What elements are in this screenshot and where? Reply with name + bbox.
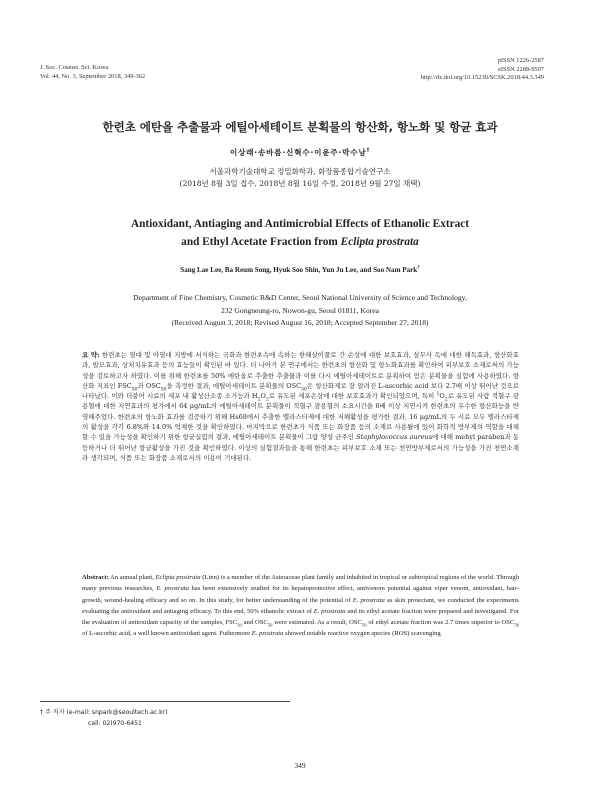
author-list-en: Sang Lae Lee, Ba Reum Song, Hyuk Soo Shin, Yun Ju Lee, and Soo Nam Park xyxy=(180,266,418,274)
fsc-subscript: 50 xyxy=(131,387,138,393)
subscript-50: 50 xyxy=(267,622,273,628)
abstract-en-text: has been extensively studied for its hepatoprotective effect, antivenom potential against viper venom, antioxidant, hair-growth, wound-healing efficacy and so on. In this study, for better understanding of the potential of xyxy=(82,585,519,604)
affiliation-english xyxy=(0,292,600,330)
abstract-ko-text: 을 측정한 결과, 에틸아세테이트 분획물의 OSC xyxy=(166,381,302,390)
affiliation-ko-line1: 서울과학기술대학교 정밀화학과, 화장품종합기술연구소 xyxy=(209,167,391,176)
species-name: Staphylococcus aureus xyxy=(356,433,433,442)
abstract-ko-text: 로 유도된 세포손상에 대한 보호효과가 확인되었으며, 특히 xyxy=(268,392,437,401)
page-number: 349 xyxy=(294,761,306,770)
abstract-en-text: An annual plant, xyxy=(108,574,156,581)
journal-header xyxy=(40,64,145,81)
species-name: E. prostrata xyxy=(251,630,284,638)
abstract-korean xyxy=(82,350,519,463)
abstract-ko-text: 에 대해 mehyl paraben과 동등하거나 더 뛰어난 항균활성을 가진 것을 확인하였다. 이상의 실험결과들을 통해 한련초는 피부보호 소재 또는 천연방부제로서의 가능성을 가진 천연소재라 생각되며, 식품 또는 화장품 소재로서의 이용이 기대된다. xyxy=(82,433,519,462)
affiliation-en-line2: 232 Gongneung-ro, Nowon-gu, Seoul 01811, Korea xyxy=(221,305,379,315)
o2-subscript: 2 xyxy=(444,397,448,403)
abstract-english xyxy=(82,572,519,640)
title-en-line1: Antioxidant, Antiaging and Antimicrobial Effects of Ethanolic Extract xyxy=(130,218,470,230)
footnote xyxy=(40,708,168,729)
dates-en: (Received August 3, 2018; Revised August 16, 2018; Accepted September 27; 2018) xyxy=(171,318,429,327)
species-name: E. prostrata xyxy=(352,596,385,604)
abstract-ko-text: 과 OSC xyxy=(137,381,161,390)
title-en-line2 xyxy=(0,233,600,251)
abstract-en-text: as skin protectant, we conducted the experiments evaluating the antioxidant and antiaging efficacy. To this end, 50% ethanolic extract of xyxy=(82,596,519,615)
abstract-en-text: were estimated. As a result, OSC xyxy=(272,619,362,627)
doi-link[interactable]: http://dx.doi.org/10.15230/SCSK.2018.44.3.349 xyxy=(420,74,544,82)
h2o2-subscript: 2 xyxy=(265,397,269,403)
abstract-en-text: and OSC xyxy=(241,619,268,627)
corresponding-email: † 주 저자 (e-mail: snpark@seoultech.ac.kr) xyxy=(40,709,168,716)
journal-name: J. Soc. Cosmet. Sci. Korea xyxy=(40,64,109,71)
corresponding-mark-en: † xyxy=(417,265,420,271)
title-english xyxy=(0,215,600,251)
authors-korean xyxy=(0,147,600,158)
abstract-en-label: Abstract: xyxy=(82,574,109,581)
species-name: E. prostrata xyxy=(313,607,346,615)
osc-subscript: 50 xyxy=(160,387,167,393)
abstract-ko-text: 은 항산화제로 잘 알려진 L-ascorbic acid 보다 2.7배 이상 뛰어난 것으로 나타났다. 이와 더불어 시료의 세포 내 활성산소종 소거능과 H xyxy=(82,381,519,401)
species-name: Eclipta prostrata xyxy=(155,574,201,581)
authors-english xyxy=(0,266,600,274)
abstract-en-text: (Linn) is a member of the Asteraceae plant family and inhabited in tropical or subtropical regions of the world. Through many previous researches, xyxy=(82,574,519,593)
subscript-50: 50 xyxy=(514,622,519,628)
abstract-ko-text: 로 유도된 사람 적혈구 광용혈에 대한 지연효과의 평가에서 64 μg/mL의 에틸아세테이트 분획물이 적혈구 광용혈의 소요시간을 6배 이상 지연시켜 한련초의 우수한 항산화능을 반영해주었다. 한련초의 항노화 효과를 검증하기 위해 Hs68에서 추출한 엘라스타제에 대한 저해활성을 평가한 결과, 16 μg/mL의 두 시료 모두 엘라스타제의 활성을 각각 6.8%와 14.0% 억제한 것을 확인하였다. 마지막으로 한련초가 식품 또는 화장품 등의 소재로 사용될에 있어 화학적 방부제의 역할을 대체할 수 있을 가능성을 확인하기 위한 항균실험의 결과, 에틸아세테이트 분획물이 그람 양성 균주인 xyxy=(82,392,519,442)
affiliation-korean xyxy=(0,166,600,189)
osc-subscript: 50 xyxy=(301,387,307,393)
issn-doi-header xyxy=(421,57,544,83)
h2o2-oxygen: O xyxy=(260,392,266,401)
singlet-superscript: 1 xyxy=(436,392,440,398)
abstract-en-text: of ethyl acetate fraction was 2.7 times superior to OSC xyxy=(366,619,515,627)
corresponding-mark: † xyxy=(366,147,371,154)
abstract-ko-text: O xyxy=(439,392,445,401)
author-list-ko: 이상래·송바름·신혁수·이윤주·박수남 xyxy=(229,148,367,157)
pissn: pISSN 1226-2587 xyxy=(497,57,544,64)
eissn: eISSN 2288-9507 xyxy=(498,65,544,73)
footnote-divider xyxy=(40,701,290,702)
volume-info: Vol. 44, No. 3, September 2018, 349-362 xyxy=(40,72,146,80)
abstract-ko-label: 요 약: xyxy=(82,351,100,359)
abstract-en-text: of L-ascorbic acid, a well known antioxidant agent. Futhermore xyxy=(82,630,252,638)
abstract-en-text: showed notable reactive oxygen species (ROS) scavenging xyxy=(283,630,441,638)
title-en-species: Eclipta prostrata xyxy=(340,236,419,248)
affiliation-en-line1: Department of Fine Chemistry, Cosmetic R&D Center, Seoul National University of Science and Technology, xyxy=(133,293,467,302)
h2o2-subscript: 2 xyxy=(257,397,261,403)
abstract-en-text: and its ethyl acetate fraction were prepared and investigated. For the evaluation of antioxidant capacity of the samples, FSC xyxy=(82,607,520,627)
species-name: E. prostrata xyxy=(156,585,189,593)
dates-ko: (2018년 8월 3일 접수, 2018년 8월 16일 수정, 2018년 9월 27일 채택) xyxy=(179,178,421,188)
abstract-ko-text: 한련초는 열대 및 아열대 지방에 서식하는 국화과 한련초속에 속하는 한해살이풀로 간 손상에 대한 보호효과, 살무사 독에 대한 해독효과, 항산화효과, 발모효과, 상처치유효과 등의 효능들이 확인된 바 있다. 더 나아가 본 연구에서는 한련초의 항산화 및 항노화효과를 확인하여 피부보호 소재로써의 가능성을 검토하고자 하였다. 이를 위해 한련초를 50% 에탄올로 추출한 추출물과 이를 다시 에틸아세테이트로 분획하여 얻은 분획물을 실험에 사용하였다. 항산화 지표인 FSC xyxy=(82,351,519,390)
subscript-50: 50 xyxy=(361,622,367,628)
subscript-50: 50 xyxy=(237,622,242,628)
title-en-line2-prefix: and Ethyl Acetate Fraction from xyxy=(181,236,341,248)
corresponding-phone: call: 02)970-6451 xyxy=(88,719,142,727)
title-korean: 한련초 에탄올 추출물과 에틸아세테이트 분획물의 항산화, 항노화 및 항균 효과 xyxy=(102,120,498,134)
